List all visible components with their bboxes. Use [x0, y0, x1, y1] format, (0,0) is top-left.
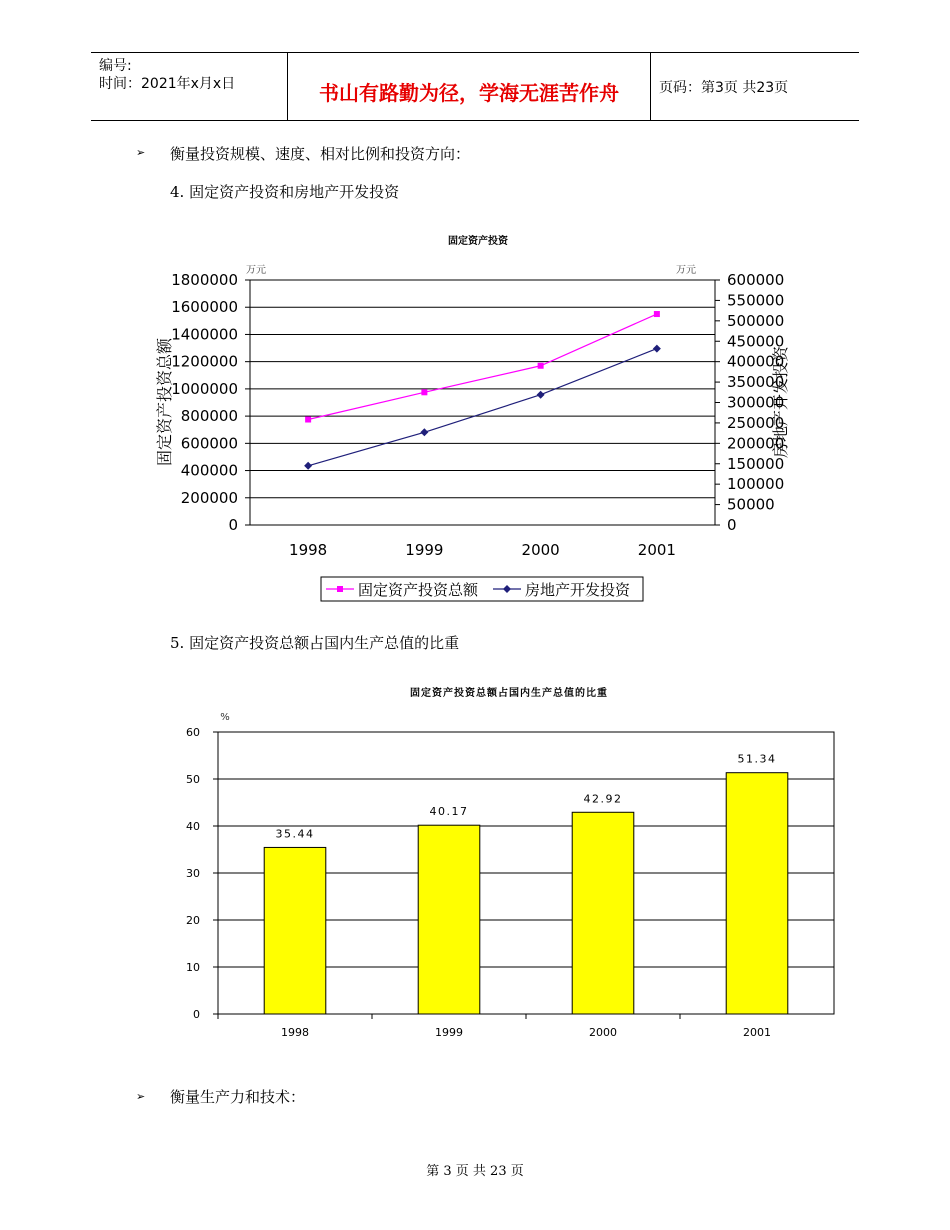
bar-value-label: 42.92 — [583, 792, 623, 806]
header-page-cell — [651, 53, 859, 120]
data-point — [304, 462, 312, 470]
legend-square-icon — [337, 586, 343, 592]
bar — [264, 847, 326, 1014]
header-motto-cell — [288, 53, 651, 120]
x-tick-label: 2000 — [521, 541, 560, 559]
data-point — [538, 363, 544, 369]
left-tick-label: 600000 — [180, 434, 238, 453]
time-label: 时间：2021年x月x日 — [99, 76, 236, 92]
x-tick-label: 2000 — [589, 1026, 617, 1039]
right-tick-label: 600000 — [727, 271, 785, 289]
x-tick-label: 2001 — [637, 541, 676, 559]
left-tick-label: 1800000 — [171, 271, 238, 289]
chart-title: 固定资产投资总额占国内生产总值的比重 — [410, 688, 608, 699]
right-axis-label: 房地产开发投资 — [771, 345, 790, 459]
left-axis-ticks — [171, 271, 250, 534]
left-tick-label: 800000 — [180, 407, 238, 426]
right-tick-label: 0 — [727, 516, 737, 534]
motto-text: 书山有路勤为径，学海无涯苦作舟 — [319, 81, 619, 105]
bullet-arrow-icon: ➢ — [136, 146, 146, 159]
plot-area — [250, 280, 715, 525]
data-point — [653, 345, 661, 353]
data-point — [420, 428, 428, 436]
right-tick-label: 300000 — [727, 393, 785, 412]
data-point — [537, 391, 545, 399]
y-axis-ticks — [186, 726, 218, 1021]
bar — [418, 825, 480, 1014]
y-tick-label: 20 — [186, 914, 200, 927]
left-tick-label: 1600000 — [171, 298, 238, 317]
data-point — [421, 389, 427, 395]
data-point — [654, 311, 660, 317]
right-tick-label: 200000 — [727, 434, 785, 453]
gridlines — [250, 307, 715, 498]
right-tick-label: 500000 — [727, 311, 785, 330]
x-tick-label: 1999 — [435, 1026, 463, 1039]
right-tick-label: 450000 — [727, 332, 785, 351]
bullet-text-1: 衡量投资规模、速度、相对比例和投资方向： — [170, 145, 471, 163]
y-tick-label: 50 — [186, 773, 200, 786]
bar-value-label: 35.44 — [275, 827, 315, 841]
right-unit-label: 万元 — [676, 265, 696, 276]
legend-label-2: 房地产开发投资 — [525, 581, 631, 599]
section-heading-4: 4. 固定资产投资和房地产开发投资 — [170, 183, 400, 201]
y-unit-label: % — [220, 712, 230, 723]
bar — [726, 773, 788, 1014]
legend-label-1: 固定资产投资总额 — [358, 581, 479, 599]
series-line — [308, 314, 657, 419]
document-header — [91, 52, 859, 121]
x-tick-label: 1998 — [281, 1026, 309, 1039]
right-tick-label: 400000 — [727, 352, 785, 371]
x-tick-label: 2001 — [743, 1026, 771, 1039]
x-tick-label: 1998 — [289, 541, 328, 559]
bar-value-label: 51.34 — [737, 752, 777, 766]
chart-title: 固定资产投资 — [448, 236, 508, 247]
x-tick-label: 1999 — [405, 541, 444, 559]
x-axis-ticks — [218, 1014, 771, 1039]
data-point — [305, 417, 311, 423]
left-tick-label: 1000000 — [171, 379, 238, 398]
right-tick-label: 550000 — [727, 291, 785, 310]
page-footer: 第 3 页 共 23 页 — [426, 1164, 524, 1179]
right-tick-label: 150000 — [727, 454, 785, 473]
left-axis-label: 固定资产投资总额 — [155, 337, 174, 467]
right-tick-label: 250000 — [727, 413, 785, 432]
line-chart — [140, 225, 820, 610]
bar-chart — [170, 680, 850, 1050]
section-heading-5: 5. 固定资产投资总额占国内生产总值的比重 — [170, 634, 460, 652]
y-tick-label: 0 — [193, 1008, 200, 1021]
y-tick-label: 10 — [186, 961, 200, 974]
y-tick-label: 60 — [186, 726, 200, 739]
page-label: 页码：第3页 共23页 — [659, 80, 789, 96]
header-meta-cell — [91, 53, 288, 120]
y-tick-label: 40 — [186, 820, 200, 833]
bullet-arrow-icon: ➢ — [136, 1090, 146, 1103]
x-axis-ticks — [289, 541, 676, 559]
bullet-text-2: 衡量生产力和技术： — [170, 1088, 306, 1106]
right-tick-label: 100000 — [727, 475, 785, 494]
bar-value-label: 40.17 — [429, 805, 469, 819]
left-tick-label: 0 — [228, 516, 238, 534]
right-tick-label: 50000 — [727, 495, 775, 514]
left-unit-label: 万元 — [246, 265, 266, 276]
left-tick-label: 200000 — [180, 488, 238, 507]
y-tick-label: 30 — [186, 867, 200, 880]
bars-group — [264, 753, 788, 1014]
bar — [572, 812, 634, 1014]
number-label: 编号: — [99, 58, 132, 74]
left-tick-label: 400000 — [180, 461, 238, 480]
left-tick-label: 1400000 — [171, 325, 238, 344]
left-tick-label: 1200000 — [171, 352, 238, 371]
right-tick-label: 350000 — [727, 373, 785, 392]
chart-legend — [321, 577, 643, 601]
